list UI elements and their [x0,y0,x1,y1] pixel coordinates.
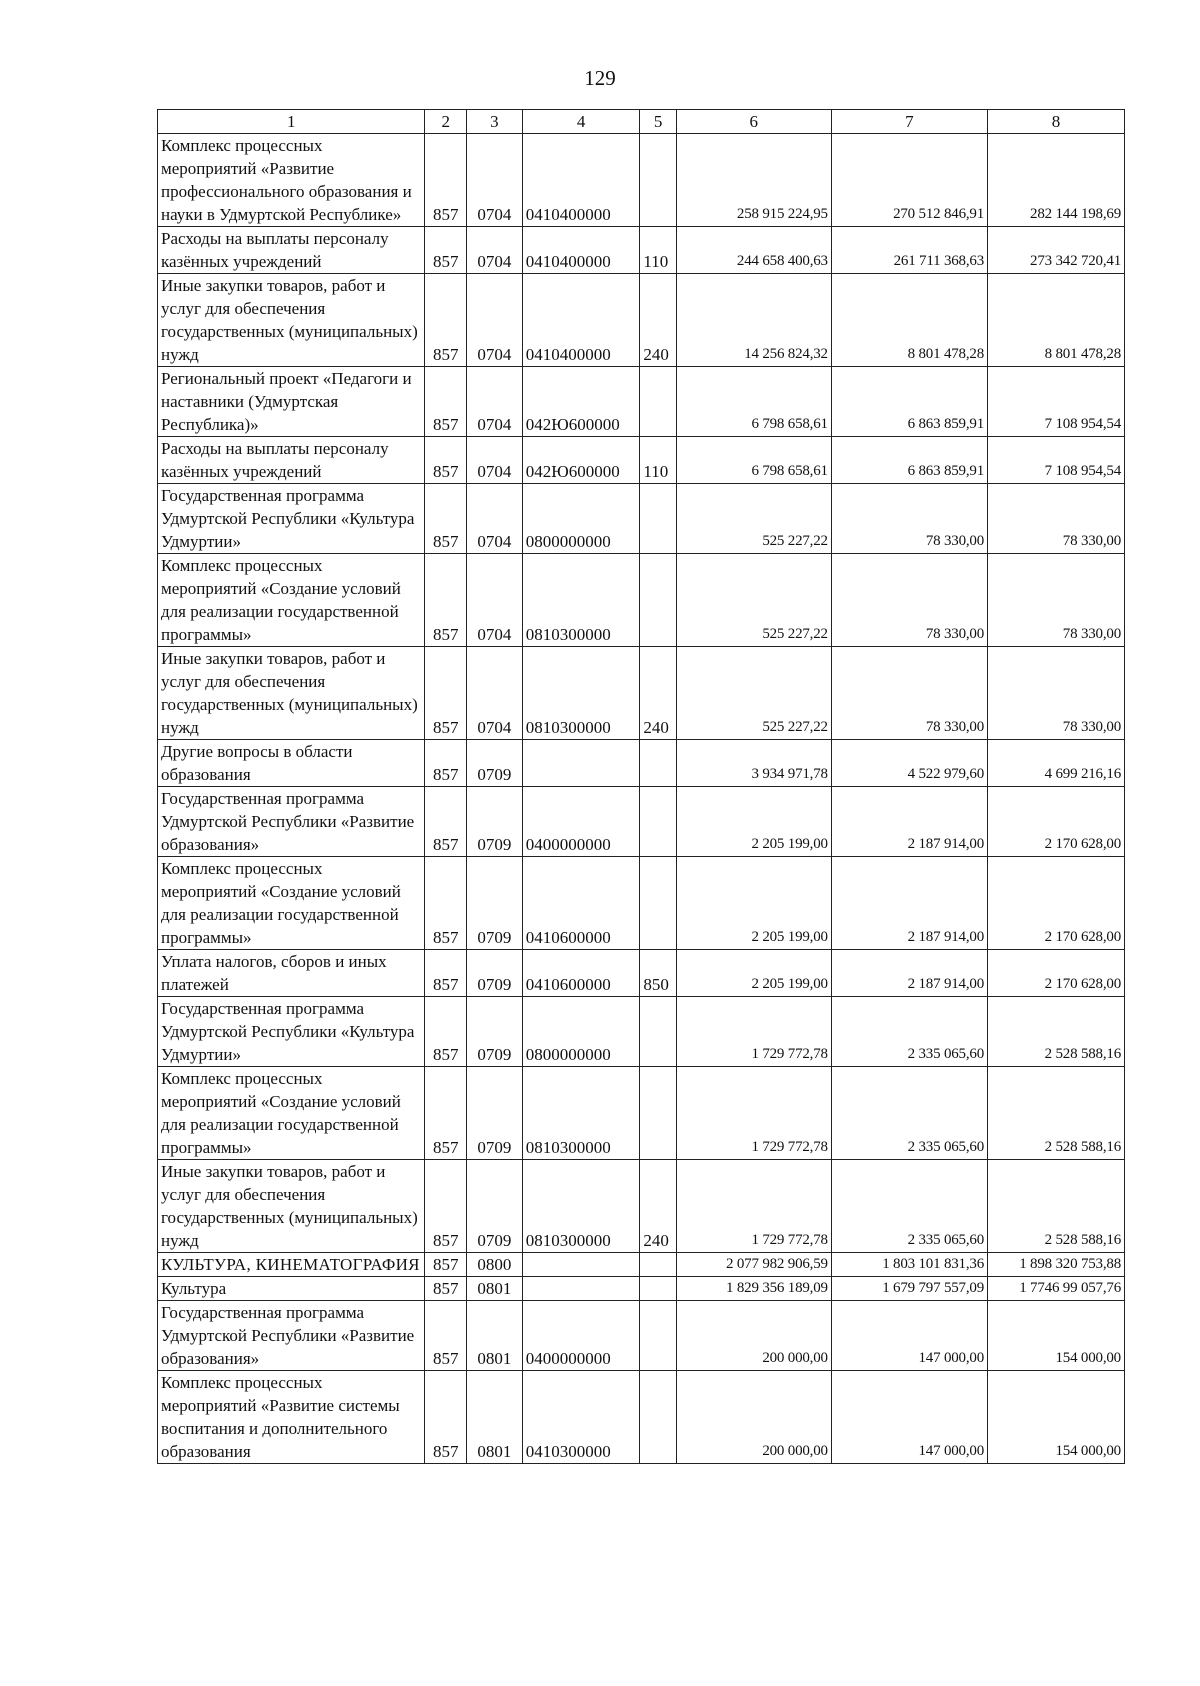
expense-type-code [640,787,676,857]
table-row [158,437,1125,484]
amount-col-6: 258 915 224,95 [676,134,831,227]
amount-col-7: 78 330,00 [831,647,987,740]
table-row [158,227,1125,274]
expense-type-code [640,367,676,437]
amount-col-8: 2 170 628,00 [988,950,1125,997]
target-article-code: 0410300000 [522,1371,640,1464]
table-row [158,740,1125,787]
section-code: 0709 [467,1160,523,1253]
amount-col-7: 270 512 846,91 [831,134,987,227]
item-name: Государственная программа Удмуртской Республики «Культура Удмуртии» [158,997,425,1067]
section-code: 0800 [467,1253,523,1277]
expense-type-code [640,1067,676,1160]
target-article-code: 0410400000 [522,134,640,227]
amount-col-8: 7 108 954,54 [988,437,1125,484]
ministry-code: 857 [425,1253,467,1277]
item-name: Комплекс процессных мероприятий «Создание условий для реализации государственной программы» [158,857,425,950]
item-name: Комплекс процессных мероприятий «Создание условий для реализации государственной программы» [158,554,425,647]
target-article-code: 0800000000 [522,997,640,1067]
section-code: 0704 [467,367,523,437]
page-number: 129 [584,66,616,90]
expense-type-code [640,857,676,950]
ministry-code: 857 [425,997,467,1067]
amount-col-8: 7 108 954,54 [988,367,1125,437]
amount-col-6: 2 077 982 906,59 [676,1253,831,1277]
table-row [158,1301,1125,1371]
item-name: Уплата налогов, сборов и иных платежей [158,950,425,997]
table-row [158,484,1125,554]
target-article-code: 0810300000 [522,1067,640,1160]
item-name: Расходы на выплаты персоналу казённых учреждений [158,437,425,484]
table-row [158,1160,1125,1253]
section-code: 0704 [467,647,523,740]
amount-col-8: 2 528 588,16 [988,997,1125,1067]
amount-col-7: 147 000,00 [831,1371,987,1464]
table-row [158,787,1125,857]
ministry-code: 857 [425,367,467,437]
ministry-code: 857 [425,227,467,274]
item-name: Культура [158,1277,425,1301]
table-row [158,134,1125,227]
ministry-code: 857 [425,857,467,950]
section-code: 0709 [467,950,523,997]
expense-type-code [640,1277,676,1301]
item-name: Расходы на выплаты персоналу казённых учреждений [158,227,425,274]
column-header: 8 [988,110,1125,134]
item-name: КУЛЬТУРА, КИНЕМАТОГРАФИЯ [158,1253,425,1277]
section-code: 0704 [467,274,523,367]
amount-col-6: 244 658 400,63 [676,227,831,274]
amount-col-6: 3 934 971,78 [676,740,831,787]
ministry-code: 857 [425,647,467,740]
amount-col-7: 1 803 101 831,36 [831,1253,987,1277]
amount-col-7: 4 522 979,60 [831,740,987,787]
target-article-code [522,1253,640,1277]
amount-col-6: 14 256 824,32 [676,274,831,367]
table-row [158,274,1125,367]
expense-type-code [640,1371,676,1464]
expense-type-code [640,1253,676,1277]
column-header: 2 [425,110,467,134]
ministry-code: 857 [425,134,467,227]
amount-col-8: 78 330,00 [988,484,1125,554]
item-name: Иные закупки товаров, работ и услуг для обеспечения государственных (муниципальных) нужд [158,274,425,367]
ministry-code: 857 [425,1067,467,1160]
expense-type-code: 240 [640,1160,676,1253]
amount-col-6: 2 205 199,00 [676,950,831,997]
header-row [158,110,1125,134]
amount-col-6: 2 205 199,00 [676,787,831,857]
amount-col-6: 1 729 772,78 [676,1067,831,1160]
ministry-code: 857 [425,1371,467,1464]
expense-type-code [640,484,676,554]
amount-col-8: 2 170 628,00 [988,857,1125,950]
amount-col-8: 273 342 720,41 [988,227,1125,274]
section-code: 0709 [467,787,523,857]
item-name: Иные закупки товаров, работ и услуг для обеспечения государственных (муниципальных) нужд [158,1160,425,1253]
expense-type-code: 850 [640,950,676,997]
section-code: 0704 [467,484,523,554]
amount-col-7: 2 335 065,60 [831,997,987,1067]
ministry-code: 857 [425,437,467,484]
amount-col-6: 200 000,00 [676,1371,831,1464]
expense-type-code [640,740,676,787]
amount-col-6: 6 798 658,61 [676,367,831,437]
table-row [158,1371,1125,1464]
amount-col-8: 78 330,00 [988,554,1125,647]
section-code: 0704 [467,437,523,484]
amount-col-8: 282 144 198,69 [988,134,1125,227]
expense-type-code [640,554,676,647]
column-header: 5 [640,110,676,134]
ministry-code: 857 [425,1301,467,1371]
amount-col-7: 8 801 478,28 [831,274,987,367]
column-header: 6 [676,110,831,134]
column-header: 3 [467,110,523,134]
budget-table [157,109,1125,1464]
amount-col-8: 2 170 628,00 [988,787,1125,857]
section-code: 0704 [467,554,523,647]
amount-col-8: 2 528 588,16 [988,1160,1125,1253]
table-row [158,1253,1125,1277]
section-code: 0709 [467,997,523,1067]
section-code: 0709 [467,1067,523,1160]
ministry-code: 857 [425,484,467,554]
section-code: 0801 [467,1277,523,1301]
amount-col-8: 1 7746 99 057,76 [988,1277,1125,1301]
table-row [158,857,1125,950]
column-header: 7 [831,110,987,134]
amount-col-6: 6 798 658,61 [676,437,831,484]
item-name: Региональный проект «Педагоги и наставники (Удмуртская Республика)» [158,367,425,437]
ministry-code: 857 [425,554,467,647]
table-row [158,367,1125,437]
amount-col-7: 2 187 914,00 [831,857,987,950]
amount-col-6: 1 729 772,78 [676,1160,831,1253]
expense-type-code: 110 [640,437,676,484]
ministry-code: 857 [425,274,467,367]
section-code: 0704 [467,134,523,227]
section-code: 0709 [467,857,523,950]
expense-type-code: 240 [640,274,676,367]
target-article-code: 0410600000 [522,857,640,950]
amount-col-6: 200 000,00 [676,1301,831,1371]
ministry-code: 857 [425,1277,467,1301]
target-article-code: 042Ю600000 [522,437,640,484]
amount-col-6: 1 829 356 189,09 [676,1277,831,1301]
target-article-code: 0400000000 [522,1301,640,1371]
table-row [158,1067,1125,1160]
amount-col-6: 525 227,22 [676,647,831,740]
expense-type-code [640,1301,676,1371]
section-code: 0801 [467,1371,523,1464]
ministry-code: 857 [425,950,467,997]
amount-col-8: 4 699 216,16 [988,740,1125,787]
expense-type-code [640,997,676,1067]
amount-col-7: 6 863 859,91 [831,367,987,437]
target-article-code: 042Ю600000 [522,367,640,437]
table-row [158,1277,1125,1301]
amount-col-8: 78 330,00 [988,647,1125,740]
target-article-code: 0410600000 [522,950,640,997]
table-row [158,997,1125,1067]
section-code: 0709 [467,740,523,787]
ministry-code: 857 [425,1160,467,1253]
item-name: Государственная программа Удмуртской Республики «Культура Удмуртии» [158,484,425,554]
amount-col-7: 6 863 859,91 [831,437,987,484]
item-name: Комплекс процессных мероприятий «Развитие системы воспитания и дополнительного образования [158,1371,425,1464]
amount-col-6: 525 227,22 [676,554,831,647]
item-name: Государственная программа Удмуртской Республики «Развитие образования» [158,787,425,857]
target-article-code: 0810300000 [522,647,640,740]
amount-col-7: 261 711 368,63 [831,227,987,274]
item-name: Комплекс процессных мероприятий «Создание условий для реализации государственной программы» [158,1067,425,1160]
table-row [158,647,1125,740]
section-code: 0704 [467,227,523,274]
amount-col-7: 2 335 065,60 [831,1160,987,1253]
table-row [158,554,1125,647]
amount-col-8: 8 801 478,28 [988,274,1125,367]
expense-type-code [640,134,676,227]
amount-col-6: 525 227,22 [676,484,831,554]
amount-col-7: 2 187 914,00 [831,950,987,997]
section-code: 0801 [467,1301,523,1371]
target-article-code: 0810300000 [522,554,640,647]
amount-col-7: 1 679 797 557,09 [831,1277,987,1301]
amount-col-8: 154 000,00 [988,1371,1125,1464]
target-article-code: 0410400000 [522,274,640,367]
amount-col-8: 154 000,00 [988,1301,1125,1371]
target-article-code [522,1277,640,1301]
amount-col-7: 2 187 914,00 [831,787,987,857]
amount-col-8: 1 898 320 753,88 [988,1253,1125,1277]
column-header: 4 [522,110,640,134]
expense-type-code: 240 [640,647,676,740]
amount-col-8: 2 528 588,16 [988,1067,1125,1160]
item-name: Другие вопросы в области образования [158,740,425,787]
amount-col-7: 2 335 065,60 [831,1067,987,1160]
amount-col-6: 2 205 199,00 [676,857,831,950]
item-name: Комплекс процессных мероприятий «Развитие профессионального образования и науки в Удмуртской Республике» [158,134,425,227]
target-article-code: 0400000000 [522,787,640,857]
target-article-code: 0800000000 [522,484,640,554]
target-article-code: 0810300000 [522,1160,640,1253]
ministry-code: 857 [425,740,467,787]
amount-col-6: 1 729 772,78 [676,997,831,1067]
amount-col-7: 78 330,00 [831,484,987,554]
target-article-code [522,740,640,787]
expense-type-code: 110 [640,227,676,274]
column-header: 1 [158,110,425,134]
ministry-code: 857 [425,787,467,857]
item-name: Государственная программа Удмуртской Республики «Развитие образования» [158,1301,425,1371]
amount-col-7: 78 330,00 [831,554,987,647]
item-name: Иные закупки товаров, работ и услуг для обеспечения государственных (муниципальных) нужд [158,647,425,740]
target-article-code: 0410400000 [522,227,640,274]
amount-col-7: 147 000,00 [831,1301,987,1371]
table-row [158,950,1125,997]
